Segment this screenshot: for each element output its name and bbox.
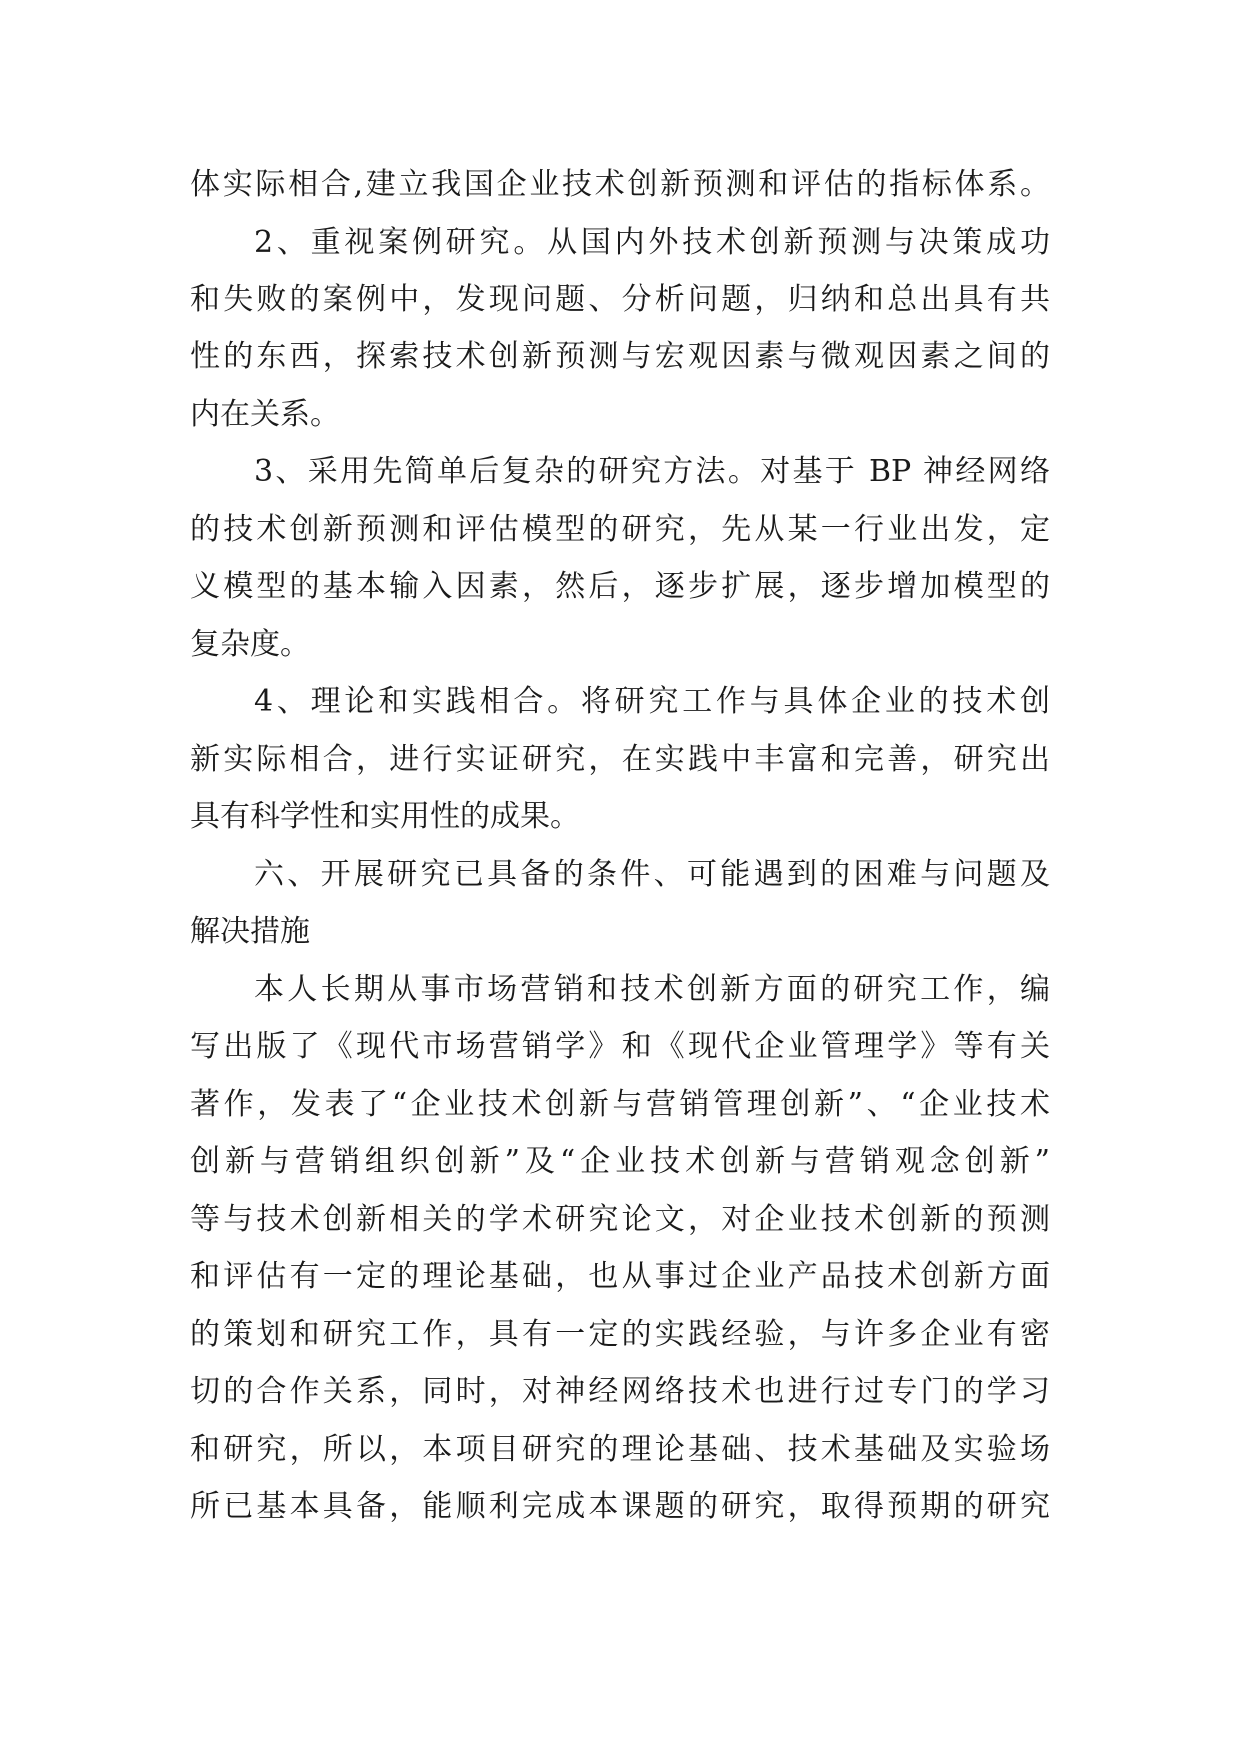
text-line: 2、重视案例研究。从国内外技术创新预测与决策成功 [254, 225, 1050, 260]
text-line: 体实际相合,建立我国企业技术创新预测和评估的指标体系。 [190, 167, 1050, 202]
text-line: 等与技术创新相关的学术研究论文，对企业技术创新的预测 [190, 1202, 1050, 1237]
text-line: 的技术创新预测和评估模型的研究，先从某一行业出发，定 [190, 512, 1050, 547]
text-line: 和评估有一定的理论基础，也从事过企业产品技术创新方面 [190, 1259, 1050, 1294]
text-line: 写出版了《现代市场营销学》和《现代企业管理学》等有关 [190, 1029, 1050, 1064]
text-line: 创新与营销组织创新”及“企业技术创新与营销观念创新” [190, 1144, 1050, 1179]
text-line: 的策划和研究工作，具有一定的实践经验，与许多企业有密 [190, 1317, 1050, 1352]
text-line: 和研究，所以，本项目研究的理论基础、技术基础及实验场 [190, 1432, 1050, 1467]
text-line: 著作，发表了“企业技术创新与营销管理创新”、“企业技术 [190, 1087, 1050, 1122]
text-line: 切的合作关系，同时，对神经网络技术也进行过专门的学习 [190, 1374, 1050, 1409]
text-line: 3、采用先简单后复杂的研究方法。对基于 BP 神经网络 [254, 454, 1050, 489]
text-line: 本人长期从事市场营销和技术创新方面的研究工作，编 [254, 972, 1050, 1007]
text-line: 复杂度。 [190, 627, 310, 662]
text-line: 性的东西，探索技术创新预测与宏观因素与微观因素之间的 [190, 339, 1050, 374]
section-heading: 六、开展研究已具备的条件、可能遇到的困难与问题及 [254, 857, 1050, 892]
text-line: 新实际相合，进行实证研究，在实践中丰富和完善，研究出 [190, 742, 1050, 777]
text-line: 和失败的案例中，发现问题、分析问题，归纳和总出具有共 [190, 282, 1050, 317]
text-line: 义模型的基本输入因素，然后，逐步扩展，逐步增加模型的 [190, 569, 1050, 604]
text-line: 内在关系。 [190, 397, 340, 432]
text-line: 具有科学性和实用性的成果。 [190, 799, 580, 834]
text-line: 所已基本具备，能顺利完成本课题的研究，取得预期的研究 [190, 1489, 1050, 1524]
section-heading: 解决措施 [190, 914, 310, 949]
text-line: 4、理论和实践相合。将研究工作与具体企业的技术创 [254, 684, 1050, 719]
